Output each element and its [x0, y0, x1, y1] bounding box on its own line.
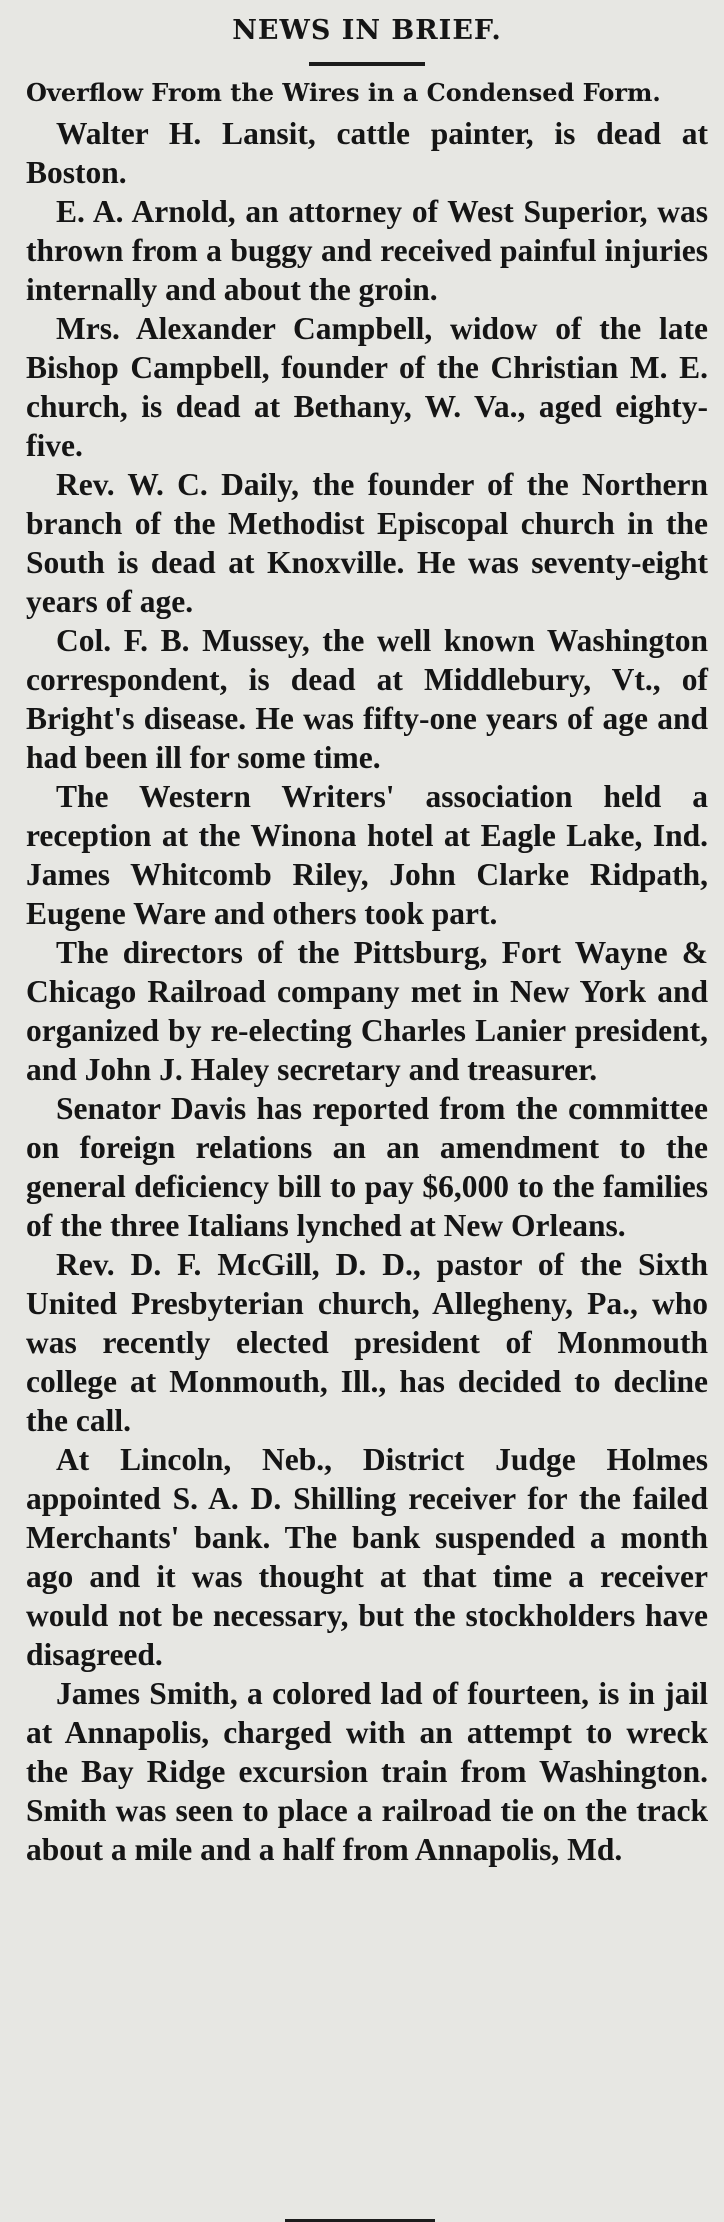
news-item: Col. F. B. Mussey, the well known Washington correspondent, is dead at Middlebury, Vt., of Bright's disease. He was fifty-one years of age and had been ill for some time.	[26, 623, 708, 775]
headline-divider	[309, 62, 425, 66]
subheadline: Overflow From the Wires in a Condensed Form.	[26, 78, 661, 107]
news-item: Rev. W. C. Daily, the founder of the Northern branch of the Methodist Episcopal church in the South is dead at Knoxville. He was seventy-eight years of age.	[26, 467, 708, 619]
news-item: The directors of the Pittsburg, Fort Wayne & Chicago Railroad company met in New York and organized by re-electing Charles Lanier president, and John J. Haley secretary and treasurer.	[26, 935, 708, 1087]
news-item: E. A. Arnold, an attorney of West Superior, was thrown from a buggy and received painful injuries internally and about the groin.	[26, 194, 708, 307]
headline: NEWS IN BRIEF.	[232, 15, 502, 46]
news-item: Mrs. Alexander Campbell, widow of the late Bishop Campbell, founder of the Christian M. E. church, is dead at Bethany, W. Va., aged eighty-five.	[26, 311, 708, 463]
news-item: Senator Davis has reported from the committee on foreign relations an an amendment to the general deficiency bill to pay $6,000 to the families of the three Italians lynched at New Orleans.	[26, 1091, 708, 1243]
news-item: James Smith, a colored lad of fourteen, is in jail at Annapolis, charged with an attempt to wreck the Bay Ridge excursion train from Washington. Smith was seen to place a railroad tie on the track about a mile and a half from Annapolis, Md.	[26, 1676, 708, 1867]
news-item: The Western Writers' association held a reception at the Winona hotel at Eagle Lake, Ind. James Whitcomb Riley, John Clarke Ridpath, Eugene Ware and others took part.	[26, 779, 708, 931]
news-item: Rev. D. F. McGill, D. D., pastor of the Sixth United Presbyterian church, Allegheny, Pa., who was recently elected president of Monmouth college at Monmouth, Ill., has decided to decline the call.	[26, 1247, 708, 1438]
news-item: At Lincoln, Neb., District Judge Holmes appointed S. A. D. Shilling receiver for the failed Merchants' bank. The bank suspended a month ago and it was thought at that time a receiver would not be necessary, but the stockholders have disagreed.	[26, 1442, 708, 1672]
news-item: Walter H. Lansit, cattle painter, is dead at Boston.	[26, 116, 708, 190]
